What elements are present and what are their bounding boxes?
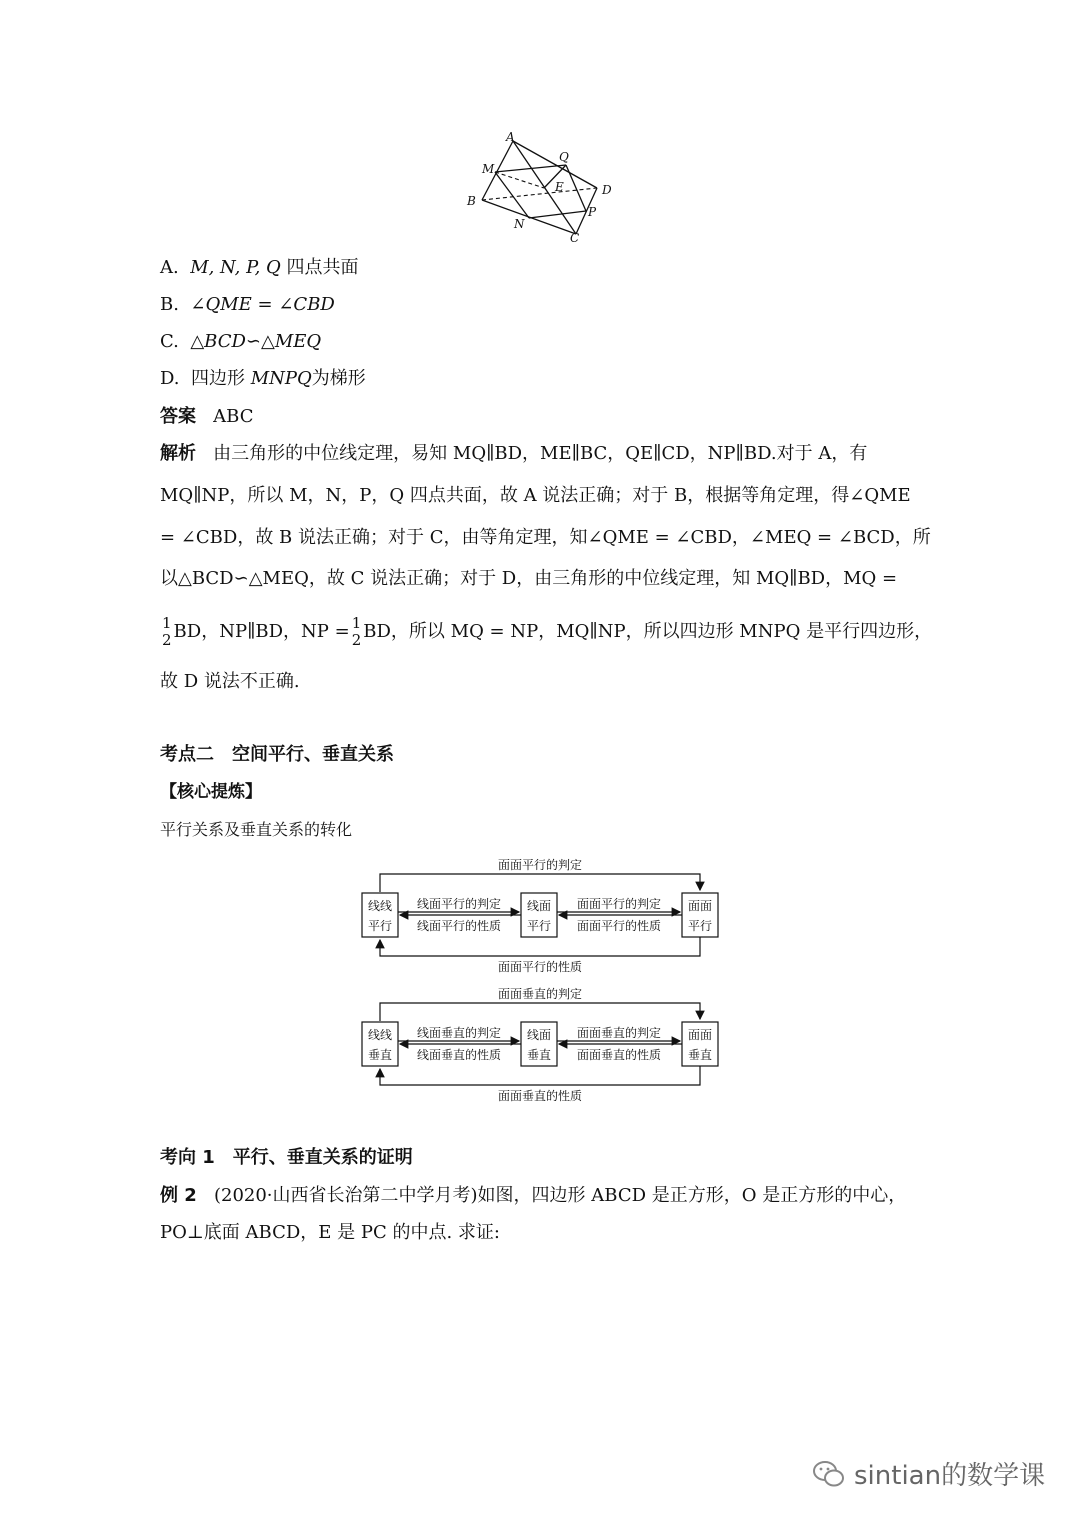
- option-a-letter: A.: [160, 257, 179, 278]
- answer-label: 答案: [160, 406, 196, 427]
- perp-bottom-label: 面面垂直的性质: [497, 1089, 583, 1103]
- section-title: 考点二 空间平行、垂直关系: [160, 744, 394, 765]
- option-c: [160, 330, 321, 354]
- parallel-box3-line2: 平行: [687, 919, 713, 933]
- parallel-box1-line2: 平行: [367, 919, 393, 933]
- parallel-box1-line1: 线线: [367, 899, 393, 913]
- label-D: D: [602, 183, 612, 197]
- parallel-bottom-label: 面面平行的性质: [497, 960, 583, 974]
- option-b-text: ∠QME = ∠CBD: [190, 294, 335, 315]
- analysis-line-5: [160, 614, 932, 650]
- perp-arrow2-top: 面面垂直的判定: [576, 1026, 662, 1040]
- perp-box2-line2: 垂直: [526, 1048, 552, 1062]
- analysis-line-3: = ∠CBD，故 B 说法正确；对于 C，由等角定理，知∠QME = ∠CBD，∠MEQ = ∠BCD，所: [160, 527, 931, 548]
- perp-box2-line1: 线面: [526, 1028, 552, 1042]
- direction-title: 考向 1 平行、垂直关系的证明: [160, 1147, 413, 1168]
- answer-value: ABC: [213, 406, 254, 427]
- option-d: [160, 367, 366, 391]
- parallel-arrow1-top: 线面平行的判定: [416, 897, 502, 911]
- option-a: [160, 256, 359, 280]
- label-P: P: [588, 205, 597, 219]
- analysis-line-6: 故 D 说法不正确.: [160, 671, 300, 692]
- option-d-post: 为梯形: [311, 368, 366, 389]
- label-B: B: [467, 194, 476, 208]
- parallel-box2-line1: 线面: [526, 899, 552, 913]
- label-E: E: [555, 180, 564, 194]
- label-A: A: [506, 130, 515, 144]
- perp-box3-line2: 垂直: [687, 1048, 713, 1062]
- parallel-arrow2-bottom: 面面平行的性质: [576, 919, 662, 933]
- example-label: 例 2: [160, 1185, 197, 1206]
- option-c-letter: C.: [160, 331, 179, 352]
- watermark: [812, 1455, 1045, 1492]
- option-d-pre: 四边形: [190, 368, 245, 389]
- analysis-line-4: 以△BCD∽△MEQ，故 C 说法正确；对于 D，由三角形的中位线定理，知 MQ∥BD，MQ =: [160, 568, 898, 589]
- analysis-text-5a: BD，NP∥BD，NP =: [173, 621, 350, 642]
- parallel-relation-diagram: [355, 850, 725, 980]
- label-M: M: [482, 162, 495, 176]
- analysis-line-2: MQ∥NP，所以 M，N，P，Q 四点共面，故 A 说法正确；对于 B，根据等角定理，得∠QME: [160, 485, 911, 506]
- analysis-text-5b: BD，所以 MQ = NP，MQ∥NP，所以四边形 MNPQ 是平行四边形，: [363, 621, 933, 642]
- option-d-quad: MNPQ: [250, 368, 312, 389]
- core-label: 【核心提炼】: [160, 782, 262, 802]
- fraction-half-2: 1 2: [351, 614, 362, 649]
- parallel-arrow2-top: 面面平行的判定: [576, 897, 662, 911]
- option-b-letter: B.: [160, 294, 179, 315]
- geometry-figure: [460, 128, 620, 248]
- analysis-line-1: [160, 442, 867, 466]
- perp-top-label: 面面垂直的判定: [497, 987, 583, 1001]
- label-N: N: [514, 217, 525, 231]
- parallel-arrow1-bottom: 线面平行的性质: [416, 919, 502, 933]
- answer: [160, 405, 254, 429]
- perp-arrow1-top: 线面垂直的判定: [416, 1026, 502, 1040]
- example-line-2: PO⊥底面 ABCD，E 是 PC 的中点. 求证:: [160, 1222, 500, 1243]
- analysis-label: 解析: [160, 443, 196, 464]
- option-a-points: M, N, P, Q: [190, 257, 281, 278]
- perp-arrow1-bottom: 线面垂直的性质: [416, 1048, 502, 1062]
- perpendicular-relation-diagram: [355, 979, 725, 1109]
- perp-box1-line2: 垂直: [367, 1048, 393, 1062]
- perp-box1-line1: 线线: [367, 1028, 393, 1042]
- example-line-1: [160, 1184, 906, 1208]
- option-a-text: 四点共面: [286, 257, 359, 278]
- watermark-text: sintian的数学课: [854, 1461, 1046, 1491]
- option-d-letter: D.: [160, 368, 180, 389]
- analysis-text-1: 由三角形的中位线定理，易知 MQ∥BD，ME∥BC，QE∥CD，NP∥BD.对于 A，有: [213, 443, 868, 464]
- option-b: [160, 293, 335, 317]
- label-Q: Q: [559, 150, 569, 164]
- section-subtitle: 平行关系及垂直关系的转化: [160, 820, 353, 839]
- parallel-box3-line1: 面面: [687, 899, 713, 913]
- perp-box3-line1: 面面: [687, 1028, 713, 1042]
- fraction-half-1: 1 2: [162, 614, 172, 649]
- option-c-text: △BCD∽△MEQ: [190, 331, 322, 352]
- perp-arrow2-bottom: 面面垂直的性质: [576, 1048, 662, 1062]
- example-text-1: (2020·山西省长治第二中学月考)如图，四边形 ABCD 是正方形，O 是正方形的中心，: [213, 1185, 907, 1206]
- parallel-top-label: 面面平行的判定: [497, 858, 583, 872]
- wechat-icon: [812, 1459, 846, 1489]
- parallel-box2-line2: 平行: [526, 919, 552, 933]
- label-C: C: [570, 231, 580, 245]
